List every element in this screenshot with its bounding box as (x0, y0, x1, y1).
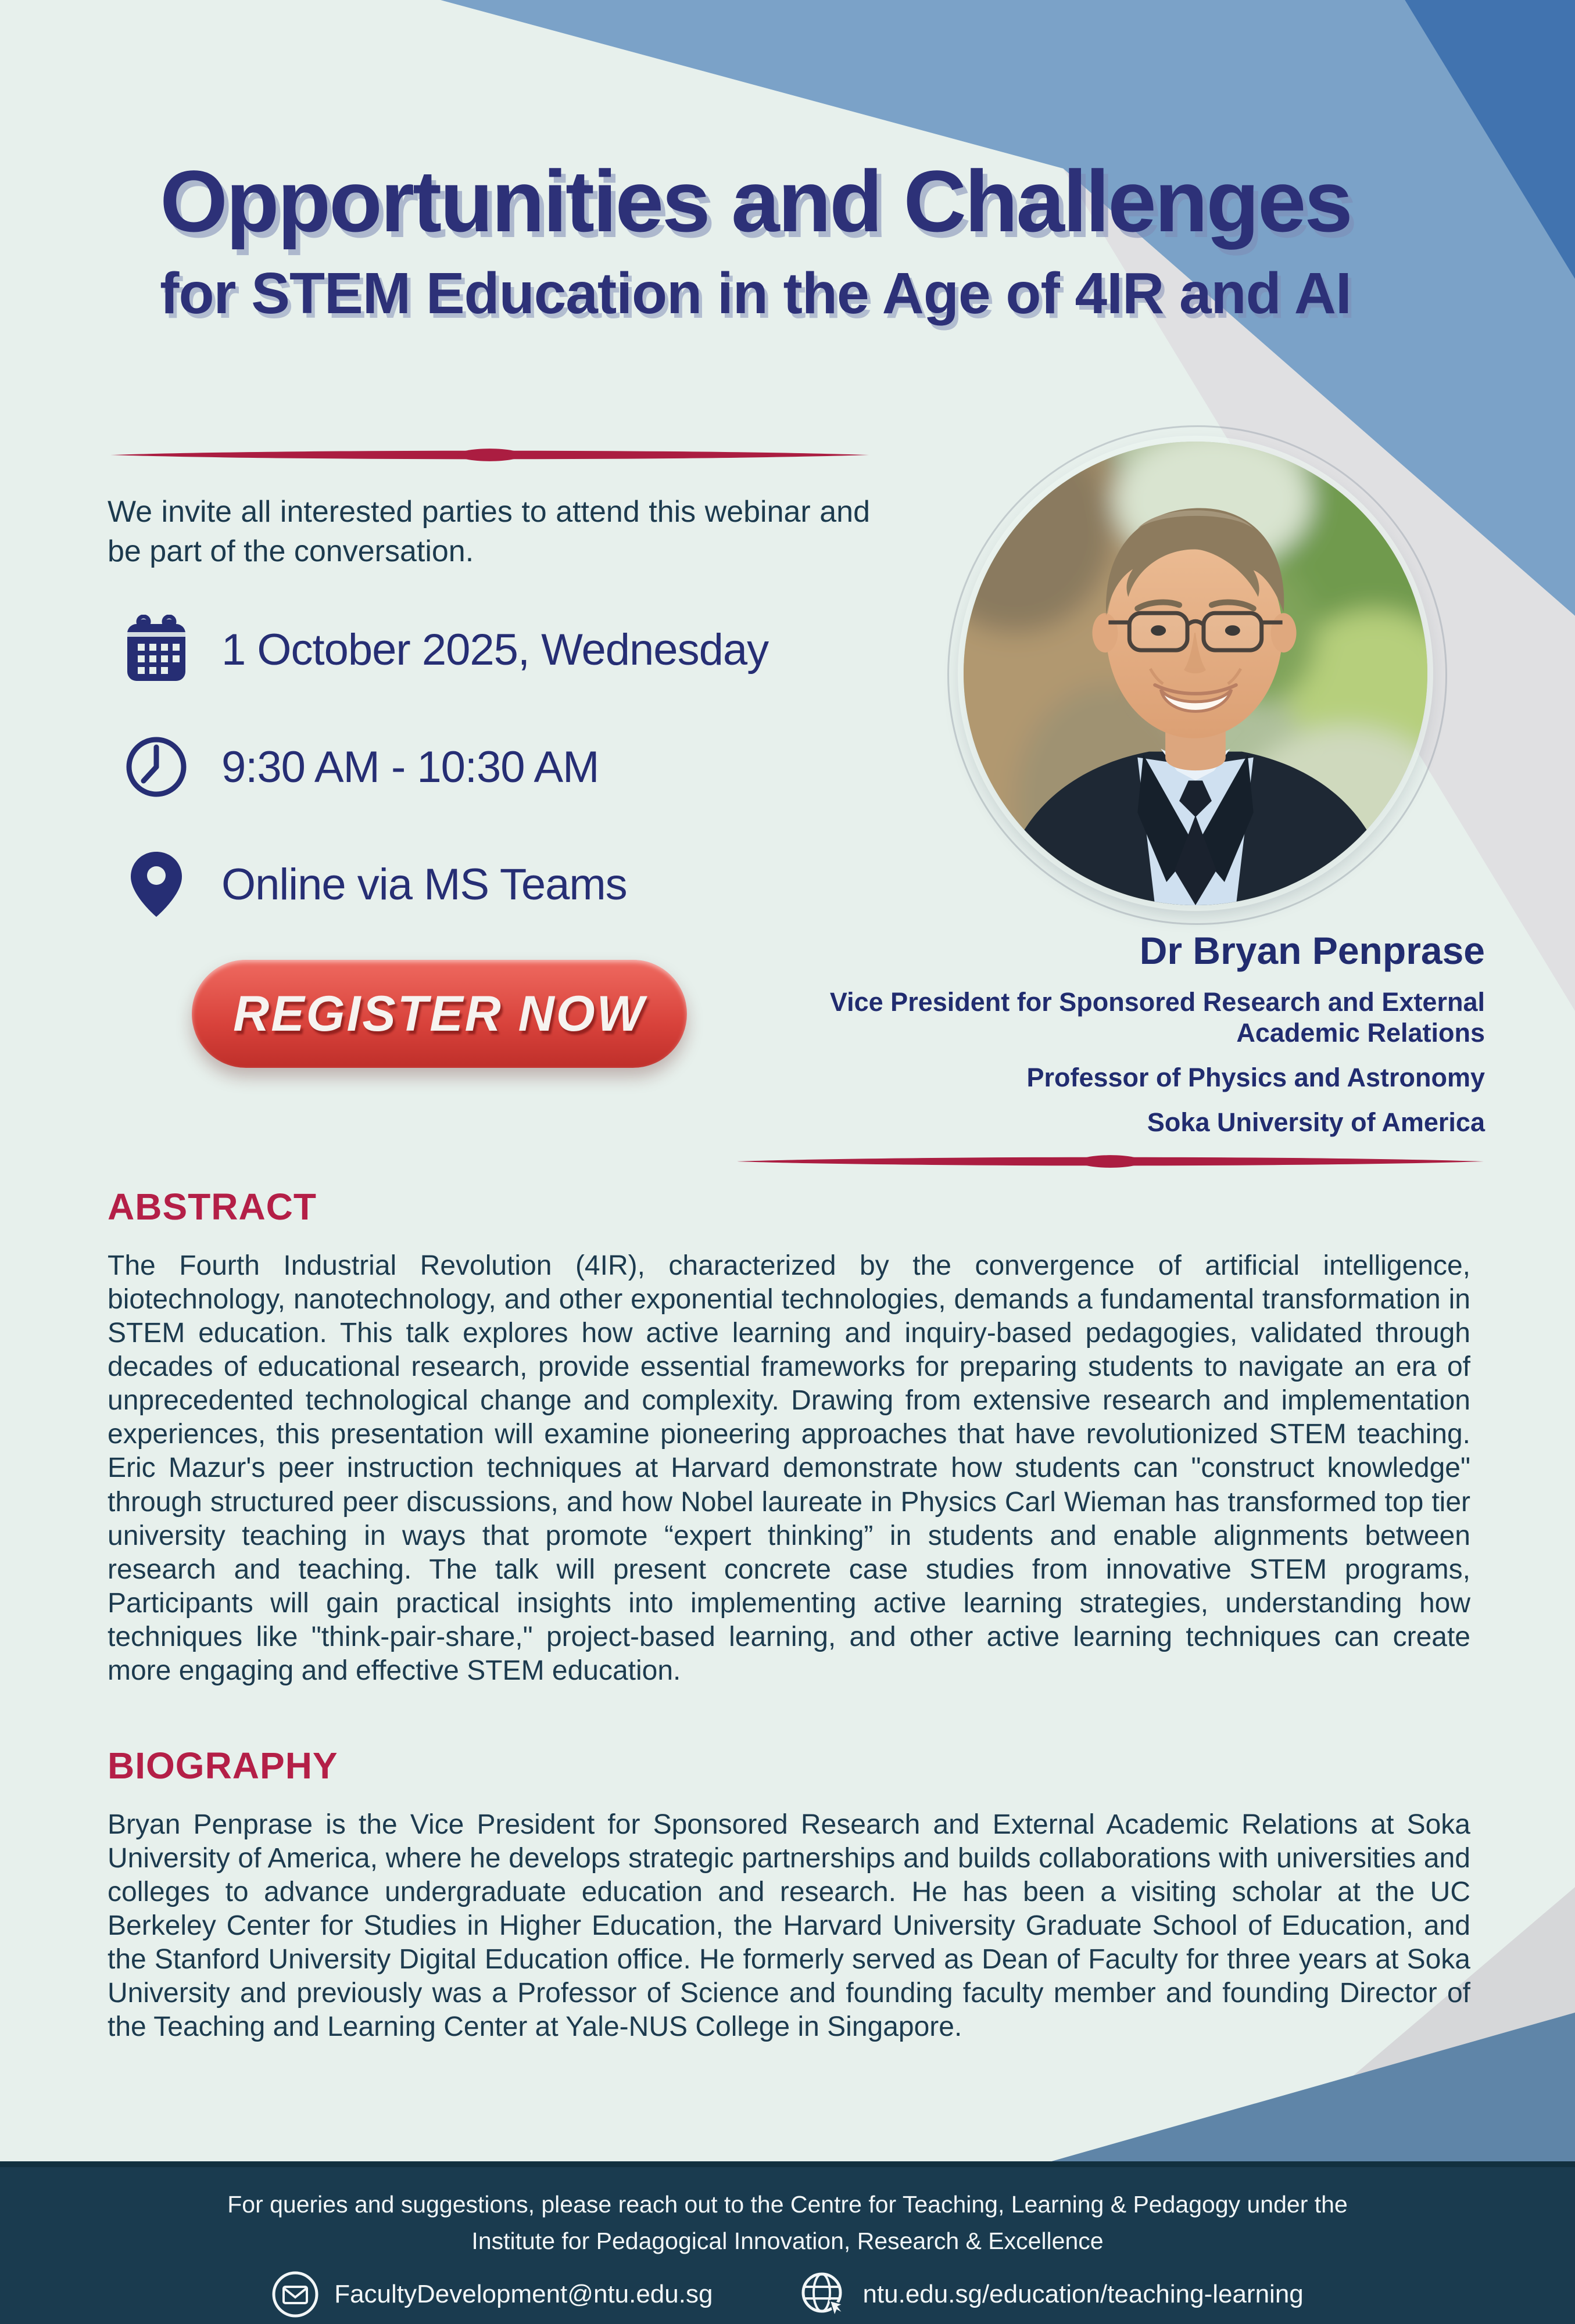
footer-line-1: For queries and suggestions, please reach out to the Centre for Teaching, Learning & Pedagogy under the (227, 2191, 1348, 2218)
speaker-role-2: Professor of Physics and Astronomy (1026, 1063, 1485, 1093)
intro-text: We invite all interested parties to attend this webinar and be part of the conversation. (108, 495, 870, 568)
globe-cursor-icon (800, 2271, 847, 2318)
title-line-1: Opportunities and Challenges (160, 152, 1351, 250)
event-row-location (125, 849, 898, 919)
biography-section (108, 1744, 1470, 2045)
email-address[interactable]: FacultyDevelopment@ntu.edu.sg (334, 2280, 713, 2308)
location-icon (125, 849, 188, 919)
abstract-heading: ABSTRACT (108, 1186, 317, 1228)
envelope-icon (271, 2271, 319, 2318)
divider-left (110, 447, 869, 462)
register-now-button[interactable] (192, 960, 687, 1068)
event-date-label: 1 October 2025, Wednesday (221, 625, 769, 675)
biography-heading: BIOGRAPHY (108, 1745, 338, 1787)
website-contact (800, 2271, 1303, 2318)
register-button-label: REGISTER NOW (233, 985, 646, 1042)
footer (0, 2161, 1575, 2324)
divider-right (737, 1154, 1484, 1169)
event-details (125, 615, 898, 919)
event-row-time (125, 732, 898, 802)
website-url[interactable]: ntu.edu.sg/education/teaching-learning (862, 2280, 1304, 2308)
speaker-role-1: Vice President for Sponsored Research and External Academic Relations (829, 987, 1485, 1048)
footer-contacts (0, 2271, 1575, 2318)
speaker-photo (964, 442, 1427, 905)
event-row-date (125, 615, 898, 684)
biography-body: Bryan Penprase is the Vice President for Sponsored Research and External Academic Relations at Soka University of America, where he develops strategic partnerships and builds collaborations with universities and colleges to advance undergraduate education and research. He has been a visiting scholar at the UC Berkeley Center for Studies in Higher Education, the Harvard University Graduate School of Education, and the Stanford University Digital Education office. He formerly served as Dean of Faculty for three years at Soka University and previously was a Professor of Science and founding faculty member and founding Director of the Teaching and Learning Center at Yale-NUS College in Singapore. (108, 1809, 1470, 2043)
speaker-role-3: Soka University of America (1147, 1107, 1485, 1138)
event-time-label: 9:30 AM - 10:30 AM (221, 742, 599, 792)
email-contact (271, 2271, 713, 2318)
page-title (35, 152, 1476, 327)
abstract-section (108, 1185, 1470, 1688)
speaker-info (802, 928, 1485, 1138)
calendar-icon (125, 615, 188, 684)
clock-icon (125, 732, 188, 802)
title-line-2: for STEM Education in the Age of 4IR and AI (160, 260, 1351, 326)
footer-line-2: Institute for Pedagogical Innovation, Research & Excellence (471, 2228, 1104, 2254)
abstract-body: The Fourth Industrial Revolution (4IR), characterized by the convergence of artificial intelligence, biotechnology, nanotechnology, and other exponential technologies, demands a fundamental transformation in STEM education. This talk explores how active learning and inquiry-based pedagogies, validated through decades of educational research, provide essential frameworks for preparing students to navigate an era of unprecedented technological change and complexity. Drawing from extensive research and implementation experiences, this presentation will examine pioneering approaches that have revolutionized STEM teaching. Eric Mazur's peer instruction techniques at Harvard demonstrate how students can "construct knowledge" through structured peer discussions, and how Nobel laureate in Physics Carl Wieman has transformed top tier university teaching in ways that promote “expert thinking” in students and enable alignments between research and teaching. The talk will present concrete case studies from innovative STEM programs, Participants will gain practical insights into implementing active learning strategies, understanding how techniques like "think-pair-share," project-based learning, and other active learning techniques can create more engaging and effective STEM education. (108, 1250, 1470, 1686)
event-location-label: Online via MS Teams (221, 859, 627, 909)
speaker-name: Dr Bryan Penprase (1139, 929, 1485, 972)
speaker-portrait-illustration (964, 442, 1427, 905)
